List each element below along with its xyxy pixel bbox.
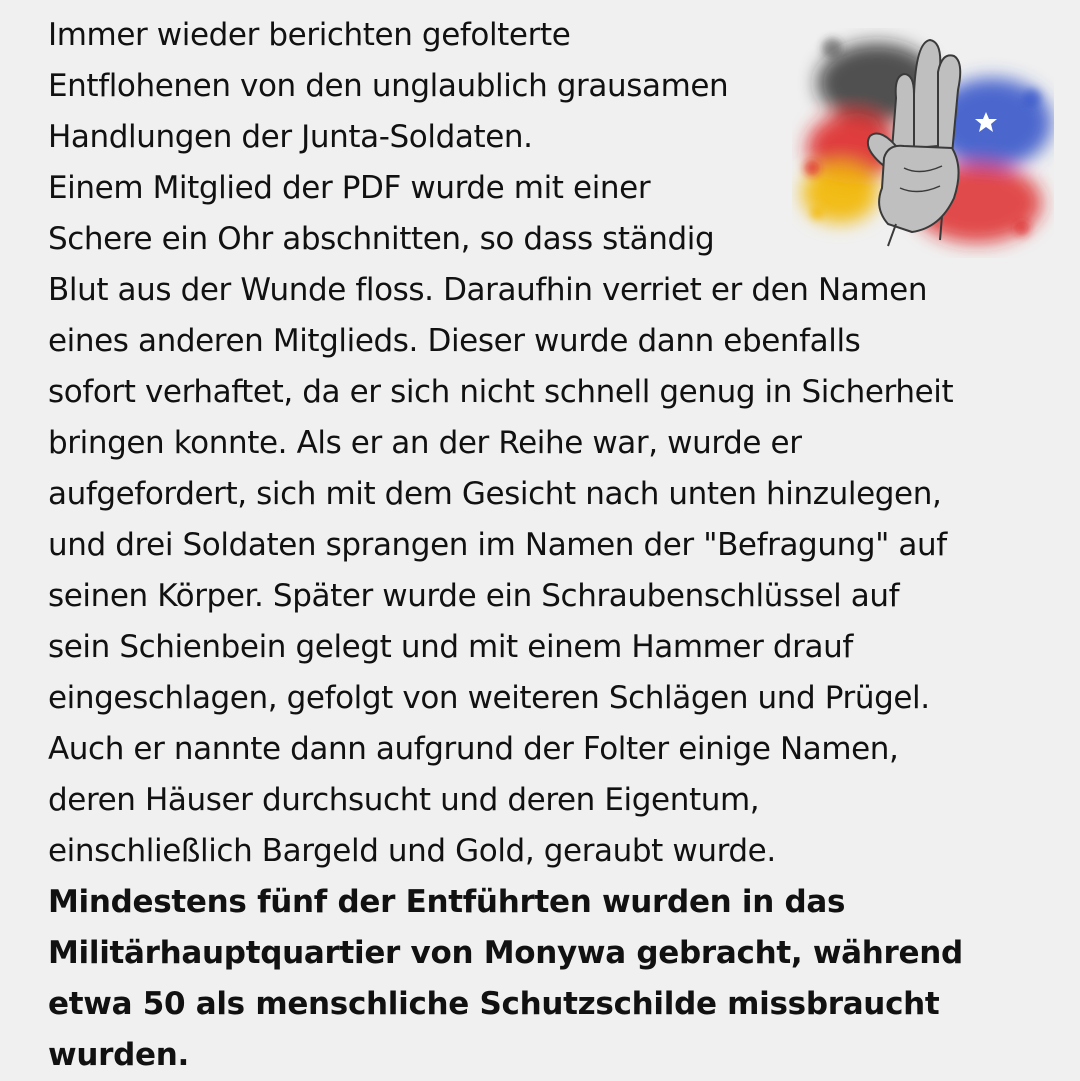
text-line: Handlungen der Junta-Soldaten.	[48, 119, 533, 155]
bold-text-line: Militärhauptquartier von Monywa gebracht, während	[48, 935, 963, 971]
bold-text-line: Mindestens fünf der Entführten wurden in das	[48, 884, 846, 920]
text-line: einschließlich Bargeld und Gold, geraubt wurde.	[48, 833, 776, 869]
text-line: sofort verhaftet, da er sich nicht schnell genug in Sicherheit	[48, 374, 954, 410]
text-line: eines anderen Mitglieds. Dieser wurde dann ebenfalls	[48, 323, 861, 359]
highlight-paragraph	[48, 877, 1048, 1081]
three-finger-salute-emblem	[792, 28, 1054, 258]
text-line: Schere ein Ohr abschnitten, so dass ständig	[48, 221, 715, 257]
text-line: aufgefordert, sich mit dem Gesicht nach unten hinzulegen,	[48, 476, 942, 512]
text-line: Blut aus der Wunde floss. Daraufhin verriet er den Namen	[48, 272, 928, 308]
bold-text-line: wurden.	[48, 1037, 189, 1073]
text-line: Einem Mitglied der PDF wurde mit einer	[48, 170, 651, 206]
text-line: eingeschlagen, gefolgt von weiteren Schlägen und Prügel.	[48, 680, 930, 716]
bold-text-line: etwa 50 als menschliche Schutzschilde missbraucht	[48, 986, 940, 1022]
text-line: und drei Soldaten sprangen im Namen der "Befragung" auf	[48, 527, 947, 563]
text-line: Entflohenen von den unglaublich grausamen	[48, 68, 729, 104]
text-line: bringen konnte. Als er an der Reihe war, wurde er	[48, 425, 802, 461]
text-line: seinen Körper. Später wurde ein Schraubenschlüssel auf	[48, 578, 900, 614]
three-finger-salute-icon	[792, 28, 1054, 258]
text-line: Auch er nannte dann aufgrund der Folter einige Namen,	[48, 731, 899, 767]
text-line: Immer wieder berichten gefolterte	[48, 17, 571, 53]
text-line: sein Schienbein gelegt und mit einem Hammer drauf	[48, 629, 853, 665]
text-line: deren Häuser durchsucht und deren Eigentum,	[48, 782, 760, 818]
